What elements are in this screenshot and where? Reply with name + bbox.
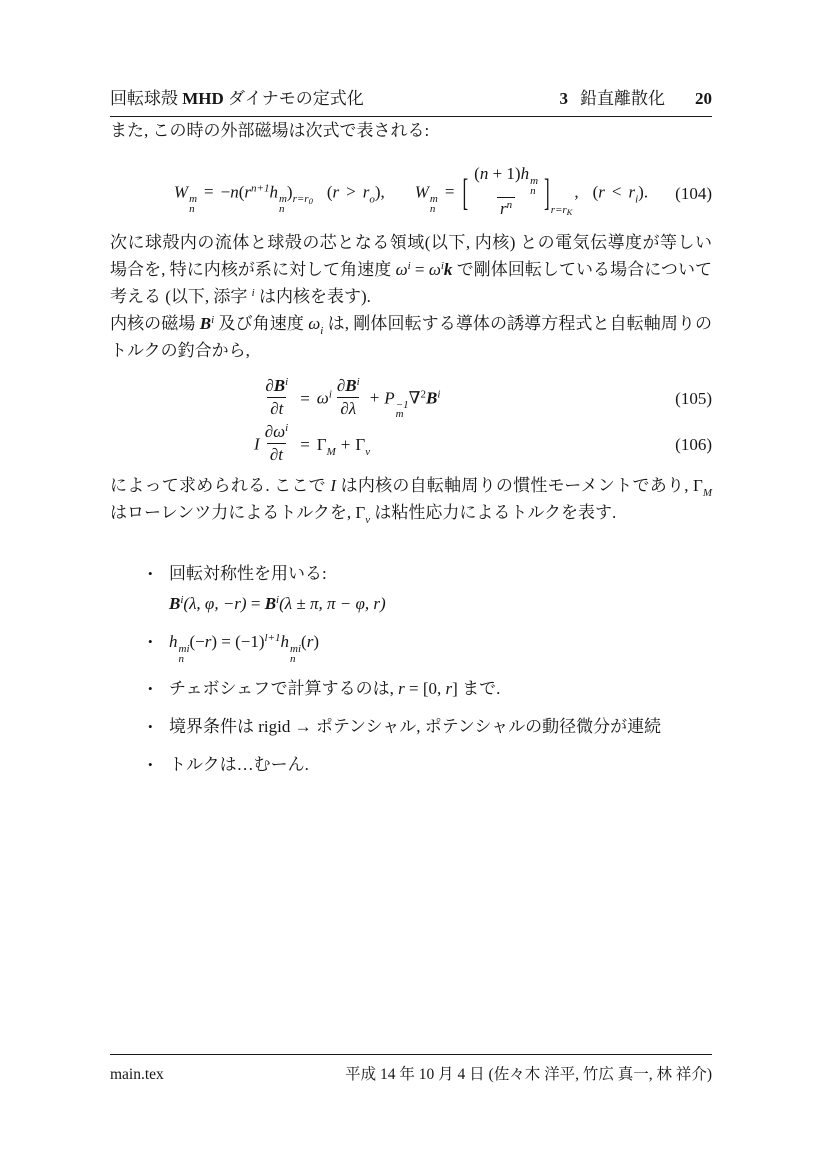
math-token: n — [290, 652, 296, 665]
subscript: ν — [365, 446, 371, 458]
running-title-text: 回転球殻 — [110, 89, 183, 108]
bullet-icon: • — [148, 566, 153, 581]
math-token: ), — [374, 182, 385, 202]
math-token: I — [330, 476, 337, 495]
superscript: i — [211, 314, 215, 326]
math-token: t — [278, 444, 284, 464]
math-token: λ — [348, 398, 357, 418]
paragraph-inner-core — [110, 229, 712, 310]
denominator — [337, 397, 359, 419]
math-token: mi — [178, 643, 190, 655]
superscript: 2 — [420, 387, 426, 400]
supsub — [178, 645, 190, 664]
page-header — [110, 84, 712, 117]
math-token: h — [520, 164, 530, 183]
equation-number: (105) — [675, 389, 712, 408]
paragraph-intro: また, この時の外部磁場は次式で表される: — [110, 121, 430, 140]
math-token: W — [414, 182, 429, 202]
equation-105 — [110, 376, 712, 422]
math-token: r — [598, 182, 605, 202]
math-token: r — [244, 182, 252, 202]
text-segment: 及び角速度 — [214, 314, 309, 333]
equation-104-body — [110, 166, 712, 221]
list-item-chebyshev — [148, 675, 712, 702]
math-token: ω — [428, 260, 441, 279]
math-token: n — [278, 202, 285, 215]
fraction — [262, 422, 291, 465]
bullet-icon: • — [148, 681, 153, 696]
right-bracket: ] — [544, 171, 550, 215]
text-segment: によって求められる. ここで — [110, 476, 331, 495]
numerator — [262, 422, 291, 443]
math-token: ] — [452, 679, 458, 698]
math-token: m — [429, 193, 438, 206]
math-token: −1 — [395, 398, 409, 411]
math-token: ) — [286, 182, 293, 202]
math-token: m — [278, 193, 287, 206]
math-token: m — [530, 175, 539, 187]
math-token: n — [189, 202, 195, 215]
math-token: = — [246, 594, 265, 613]
superscript: i — [440, 260, 444, 272]
footer-date-authors: 平成 14 年 10 月 4 日 (佐々木 洋平, 竹広 真一, 林 祥介) — [345, 1066, 712, 1083]
superscript: i — [356, 375, 360, 388]
math-token: ) — [313, 632, 319, 651]
math-token: − — [220, 182, 231, 202]
subscript: i — [635, 193, 639, 206]
math-token: B — [169, 594, 181, 613]
math-token: Γ — [693, 476, 703, 495]
math-token: r — [362, 182, 370, 202]
numerator — [262, 376, 291, 397]
subscript — [293, 193, 313, 205]
math-token: n — [429, 202, 436, 215]
fraction — [471, 164, 541, 219]
math-token: P — [384, 387, 395, 407]
math-token: h — [269, 182, 278, 202]
subscript: M — [326, 446, 336, 458]
math-token: ∂ — [265, 375, 274, 395]
math-token: ω — [308, 314, 321, 333]
math-token: r — [500, 199, 507, 218]
math-token: r — [306, 632, 314, 651]
superscript: n+1 — [251, 182, 270, 195]
supsub — [289, 645, 301, 664]
equation-104 — [110, 158, 712, 229]
math-token: Γ — [355, 503, 366, 522]
math-token: K — [566, 207, 573, 218]
equation-array — [110, 376, 712, 468]
math-token: ω — [395, 260, 408, 279]
list-item-boundary — [148, 713, 712, 740]
superscript: i — [328, 387, 332, 400]
math-token: ( — [301, 632, 307, 651]
math-token: = — [300, 435, 310, 454]
math-token: Γ — [316, 435, 327, 454]
math-token: (− — [189, 632, 205, 651]
math-token: ( — [592, 182, 599, 202]
running-title-acronym: MHD — [182, 89, 224, 108]
math-token: B — [199, 314, 212, 333]
text-segment: は, 剛体回転する導体の誘導方程式と自転軸周りのトルクの釣合から, — [110, 314, 713, 360]
superscript: i — [437, 387, 441, 400]
math-token: m — [189, 193, 198, 206]
supsub — [529, 177, 538, 196]
list-item-symmetry — [148, 560, 712, 617]
numerator — [334, 376, 363, 397]
list-item-content: トルクは…むーん. — [169, 755, 309, 774]
math-token: ). — [638, 182, 649, 202]
text-segment: はローレンツ力によるトルクを, — [110, 503, 356, 522]
subscript: M — [702, 487, 712, 499]
page-content — [110, 0, 712, 789]
math-token: < — [611, 182, 622, 202]
equation-rhs — [316, 435, 647, 458]
math-token: , — [574, 182, 579, 202]
math-token: m — [395, 408, 404, 421]
text-segment: は内核の自転軸周りの慣性モーメントであり, — [336, 476, 693, 495]
text-segment: は内核を表す). — [254, 287, 371, 306]
list-item-math — [169, 590, 712, 617]
running-section — [560, 84, 713, 109]
running-title-text: ダイナモの定式化 — [223, 89, 364, 108]
section-title: 鉛直離散化 — [580, 89, 665, 108]
footer-filename: main.tex — [110, 1066, 164, 1083]
math-token: n — [178, 652, 184, 665]
bracket-subscript — [551, 204, 573, 216]
superscript: l+1 — [264, 632, 281, 644]
bullet-icon: • — [148, 757, 153, 772]
math-token: = — [204, 182, 214, 202]
page-footer — [110, 1054, 712, 1084]
math-token: B — [264, 594, 277, 613]
math-token: h — [169, 632, 178, 651]
list-item-torque — [148, 751, 712, 778]
math-token: > — [346, 182, 356, 202]
math-token: ( — [474, 164, 480, 183]
left-bracket: [ — [462, 171, 469, 215]
list-item-parity — [148, 628, 712, 664]
math-token: = — [410, 260, 429, 279]
math-token: ∂ — [264, 421, 274, 441]
math-token: r — [628, 182, 636, 202]
math-token: + — [369, 387, 380, 407]
math-token: h — [280, 632, 290, 651]
running-title — [110, 84, 364, 109]
math-token: ω — [273, 421, 286, 441]
superscript: i — [285, 421, 289, 434]
math-token: W — [173, 182, 189, 202]
equation-lhs — [175, 375, 293, 421]
math-token: ( — [326, 182, 333, 202]
fraction — [262, 376, 291, 419]
equation-number: (106) — [675, 435, 712, 454]
text-segment: 次に球殻内の流体と球殻の芯となる領域(以下, 内核) との電気伝導度が等しい場合を, 特に内核が系に対して角速度 — [110, 233, 712, 279]
math-token: r=r — [550, 204, 567, 217]
bullet-icon: • — [148, 634, 153, 649]
math-token: B — [345, 375, 357, 395]
math-token: (λ, φ, −r) — [183, 594, 247, 613]
math-token: n — [479, 164, 489, 183]
math-token: n — [230, 182, 239, 202]
denominator — [267, 397, 286, 419]
list-item-label: 回転対称性を用いる: — [169, 564, 327, 583]
math-token: ∂ — [340, 398, 349, 418]
math-token: ∂ — [336, 375, 346, 395]
fraction — [334, 376, 363, 419]
supsub — [278, 195, 287, 214]
list-item-content — [169, 675, 712, 702]
math-token: t — [278, 398, 284, 418]
text-segment: は粘性応力によるトルクを表す. — [370, 503, 617, 522]
math-token: B — [273, 375, 286, 395]
denominator — [497, 197, 515, 219]
math-token: r — [332, 182, 340, 202]
supsub — [395, 398, 409, 421]
nabla-operator: ∇ — [408, 387, 421, 407]
text-segment: まで. — [457, 679, 501, 698]
math-token: r — [204, 632, 212, 651]
subscript: o — [369, 193, 375, 206]
math-token: ∂ — [270, 398, 279, 418]
math-token: = — [300, 389, 310, 408]
supsub — [429, 195, 438, 214]
math-token: r — [445, 679, 453, 698]
superscript: i — [180, 594, 184, 606]
superscript: i — [285, 375, 289, 388]
text-segment: 内核の磁場 — [110, 314, 200, 333]
superscript: i — [251, 287, 255, 299]
math-token: ) = (−1) — [211, 632, 265, 651]
math-token: r=r — [292, 193, 309, 206]
math-token: Γ — [355, 435, 366, 454]
text-segment: チェボシェフで計算するのは, — [169, 679, 399, 698]
math-token: n — [530, 184, 536, 197]
math-token: I — [254, 433, 260, 453]
math-token: ( — [238, 182, 245, 202]
math-token: + — [340, 435, 351, 454]
math-token: = [0, — [404, 679, 446, 698]
math-token: r — [398, 679, 405, 698]
denominator — [267, 443, 286, 465]
bullet-list — [110, 560, 712, 778]
math-token: (λ ± π, π − φ, r) — [279, 594, 386, 613]
math-token: = — [444, 182, 455, 202]
numerator — [471, 164, 541, 197]
superscript: i — [407, 260, 411, 272]
math-token: k — [443, 260, 453, 279]
subscript: i — [320, 325, 324, 337]
math-token: ∂ — [269, 444, 279, 464]
supsub — [188, 195, 197, 214]
math-token: 0 — [308, 196, 313, 207]
math-token: + 1) — [488, 164, 521, 183]
paragraph-torque — [110, 472, 712, 526]
superscript: i — [276, 594, 280, 606]
list-item-content: 境界条件は rigid → ポテンシャル, ポテンシャルの動径微分が連続 — [169, 717, 662, 736]
page-number: 20 — [695, 89, 712, 108]
text-segment: で剛体回転している場合について考える (以下, 添字 — [110, 260, 712, 306]
math-token: ω — [316, 387, 329, 407]
subscript: ν — [365, 514, 371, 526]
math-token: mi — [290, 643, 302, 655]
math-token: B — [425, 387, 438, 407]
paragraph-magnetic-field — [110, 310, 712, 364]
list-item-content — [169, 560, 712, 617]
equation-number: (104) — [675, 183, 712, 203]
list-item-content — [169, 628, 712, 664]
equation-106 — [110, 422, 712, 468]
superscript: n — [506, 199, 513, 211]
equation-rhs — [316, 375, 647, 421]
section-number: 3 — [559, 89, 568, 108]
equation-lhs — [175, 421, 293, 467]
bullet-icon: • — [148, 719, 153, 734]
